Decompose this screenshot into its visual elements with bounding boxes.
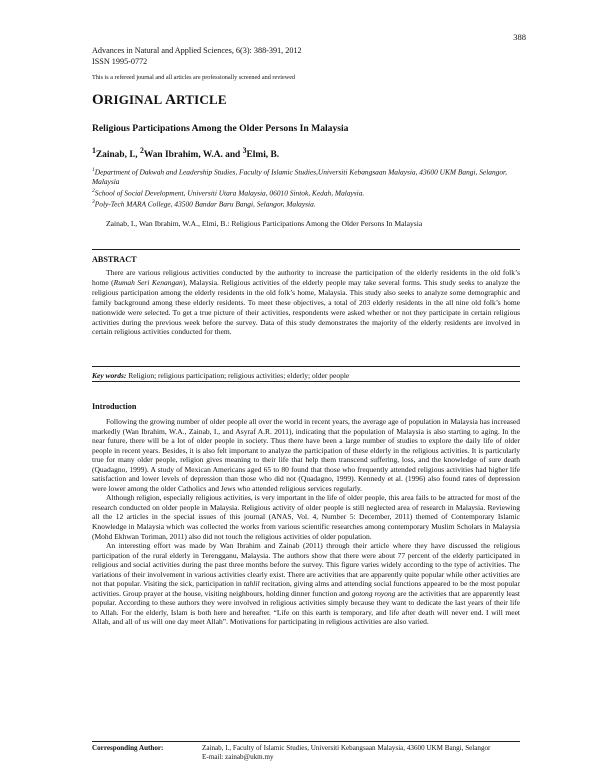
- author-3: Elmi, B.: [246, 150, 280, 161]
- divider-footer: [92, 741, 520, 742]
- article-type-initial-2: A: [165, 92, 177, 108]
- corresponding-address: Zainab, I., Faculty of Islamic Studies, Universiti Kebangsaan Malaysia, 43600 UKM Bangi, Selangor: [202, 744, 491, 752]
- intro-p3-text-2: recitation, giving alms and attending social functions appeared to be the most popular activities. Group prayer at the house, visiting neighbours, holding dinner function and: [92, 579, 520, 598]
- affiliations: [92, 166, 532, 209]
- abstract-body: [92, 268, 520, 337]
- abstract-text-2: ), Malaysia. Religious activities of the elderly people may take several forms. This study seeks to analyze the religious participation among the elderly residents in the old folk’s home, Malaysia. This study also seeks to analyze some demographic and family background among these elderly residents. To meet these objectives, a total of 203 elderly residents in the all nine old folk’s home nationwide were selected. To get a true picture of their activities, respondents were asked whether or not they participate in certain religious activities during the previous week before the survey. Data of this study demonstrates the majority of the elderly residents are involved in certain religious activities conducted for them.: [92, 277, 520, 337]
- journal-citation: Advances in Natural and Applied Sciences, 6(3): 388-391, 2012: [92, 46, 302, 55]
- intro-p3-text-1: An interesting effort was made by Wan Ibrahim and Zainab (2011) through their article where they have discussed the religious participation of the rural elderly in Terengganu, Malaysia. The authors show that there were about 77 percent of the elderly participated in religious and social activities during the past three months before the survey. This figure varies widely according to the type of activities. The variations of their involvement in various activities clearly exist. There are activities that are apparently quite popular while other activities are not that popular. Visiting the sick, participation in: [92, 541, 520, 589]
- affiliation-3-sup: 3: [92, 198, 95, 205]
- corresponding-label: Corresponding Author:: [92, 744, 164, 752]
- abstract-text-1: There are various religious activities conducted by the authority to increase the participation of the elderly residents in the old folk’s home (: [92, 268, 520, 287]
- keywords-text: Religion; religious participation; religious activities; elderly; older people: [126, 371, 350, 380]
- affiliation-3: [92, 198, 532, 209]
- abstract-italic: Rumah Seri Kenangan: [113, 277, 183, 287]
- corresponding-author: [92, 744, 520, 762]
- corresponding-email: E-mail: zainab@ukm.my: [202, 753, 274, 761]
- paper-title: Religious Participations Among the Older Persons In Malaysia: [92, 123, 349, 134]
- article-type-initial-1: O: [92, 92, 104, 108]
- author-3-sup: 3: [242, 146, 247, 155]
- abstract-heading: ABSTRACT: [92, 255, 137, 264]
- author-list: [92, 146, 279, 160]
- divider-keywords-top: [92, 366, 520, 367]
- author-1: Zainab, I.,: [95, 150, 140, 161]
- journal-header: [92, 46, 522, 67]
- intro-p3-text-3: are the activities that are apparently least popular. According to these authors they were involved in religious activities simply because they want to dedicate the last years of their life to Allah. For the elderly, Islam is both here and hereafter. “Life on this earth is temporary, and life after death will never end. I will meet Allah, and all of us will one day meet Allah”. Motivations for participating in religious activities are also varied.: [92, 588, 520, 627]
- author-2-sup: 2: [139, 146, 144, 155]
- article-type-part-2: RTICLE: [176, 92, 227, 107]
- affiliation-2-sup: 2: [92, 187, 95, 194]
- page-number: 388: [513, 32, 526, 42]
- corresponding-details: [202, 744, 520, 762]
- affiliation-2: [92, 187, 532, 198]
- intro-heading: Introduction: [92, 402, 137, 411]
- journal-issn: ISSN 1995-0772: [92, 56, 148, 66]
- intro-p3-italic-1: tahlil: [243, 579, 260, 589]
- author-1-sup: 1: [92, 146, 96, 155]
- divider-top: [92, 249, 520, 250]
- intro-paragraph-1: Following the growing number of older people all over the world in recent years, the average age of population in Malaysia has increased markedly (Wan Ibrahim, W.A., Zainab, I., and Asyraf A.R. 2011), indicating that the population of Malaysia is also starting to aging. In the near future, there will be a lot of older people in society. Thus there have been a large number of studies to explore the daily life of older people in recent years. Besides, it is also felt important to analyze the participation of these elderly in the religious activities. It is particularly true for many older people, religion gives meaning to their life that help them transcend suffering, loss, and the knowledge of sure death (Quadagno, 1999). A study of Mexican Americans aged 65 to 80 found that those who frequently attended religious activities had higher life satisfaction and lower levels of depression than those who did not (Quadagno, 1999). Kennedy et al. (1996) also found rates of depression were lower among the older Catholics and Jews who attended religious services regularly.: [92, 417, 520, 493]
- citation-block: Zainab, I., Wan Ibrahim, W.A., Elmi, B.: Religious Participations Among the Older Persons In Malaysia: [106, 219, 423, 228]
- intro-p3-italic-2: gotong royong: [351, 588, 396, 598]
- affiliation-1-text: Department of Dakwah and Leadership Studies, Faculty of Islamic Studies,Universiti Kebangsaan Malaysia, 43600 UKM Bangi, Selangor, Malaysia: [92, 167, 507, 187]
- intro-paragraph-3: [92, 541, 520, 627]
- affiliation-1: [92, 166, 532, 187]
- keywords: [92, 371, 520, 380]
- article-type: [92, 92, 227, 109]
- author-2: Wan Ibrahim, W.A. and: [143, 150, 243, 161]
- affiliation-3-text: Poly-Tech MARA College, 43500 Bandar Baru Bangi, Selangor, Malaysia.: [94, 199, 316, 209]
- intro-paragraph-2: Although religion, especially religious activities, is very important in the life of older people, this area fails to be attracted for most of the research conducted on older people in Malaysia. Religious activity of older people is still neglected area of research in Malaysia. Reviewing all the 12 articles in the special issues of this journal (ANAS, Vol. 4, Number 5: December, 2011) themed of Contemporary Islamic Knowledge in Malaysia which was collected the works from various scientific researches among contemporary Muslim Scholars in Malaysia (Mohd Ekhwan Toriman, 2011) also did not touch the religious activities of older population.: [92, 493, 520, 541]
- refereed-note: This is a refereed journal and all articles are professionally screened and reviewed: [92, 74, 296, 81]
- article-type-part-1: RIGINAL: [103, 92, 166, 107]
- keywords-label: Key words:: [92, 371, 127, 380]
- intro-body: [92, 417, 520, 627]
- affiliation-1-sup: 1: [92, 167, 95, 173]
- affiliation-2-text: School of Social Development, Universiti Utara Malaysia, 06010 Sintok, Kedah, Malaysia.: [94, 188, 365, 198]
- divider-keywords-bottom: [92, 381, 520, 382]
